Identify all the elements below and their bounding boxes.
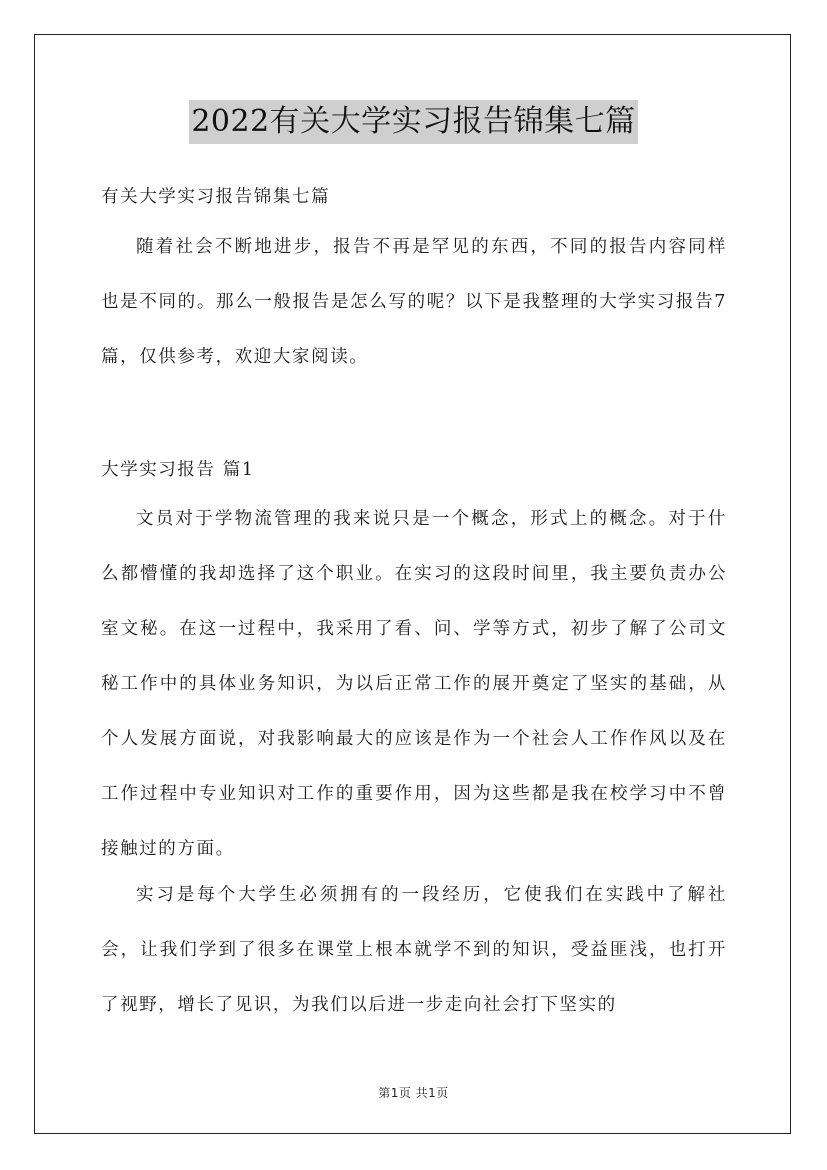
title-container xyxy=(0,100,827,144)
document-title: 2022有关大学实习报告锦集七篇 xyxy=(189,100,637,144)
section-paragraph-1: 文员对于学物流管理的我来说只是一个概念，形式上的概念。对于什么都懵懂的我却选择了这个职业。在实习的这段时间里，我主要负责办公室文秘。在这一过程中，我采用了看、问、学等方式，初步了解了公司文秘工作中的具体业务知识，为以后正常工作的展开奠定了坚实的基础，从个人发展方面说，对我影响最大的应该是作为一个社会人工作作风以及在工作过程中专业知识对工作的重要作用，因为这些都是我在校学习中不曾接触过的方面。 xyxy=(101,509,727,859)
intro-paragraph: 随着社会不断地进步，报告不再是罕见的东西，不同的报告内容同样也是不同的。那么一般报告是怎么写的呢？以下是我整理的大学实习报告7篇，仅供参考，欢迎大家阅读。 xyxy=(101,237,727,367)
document-subtitle: 有关大学实习报告锦集七篇 xyxy=(101,187,331,207)
section-paragraph-2: 实习是每个大学生必须拥有的一段经历，它使我们在实践中了解社会，让我们学到了很多在课堂上根本就学不到的知识，受益匪浅，也打开了视野，增长了见识，为我们以后进一步走向社会打下坚实的 xyxy=(101,885,727,1015)
section-heading: 大学实习报告 篇1 xyxy=(101,460,255,480)
page-number: 第1页 共1页 xyxy=(378,1086,449,1100)
